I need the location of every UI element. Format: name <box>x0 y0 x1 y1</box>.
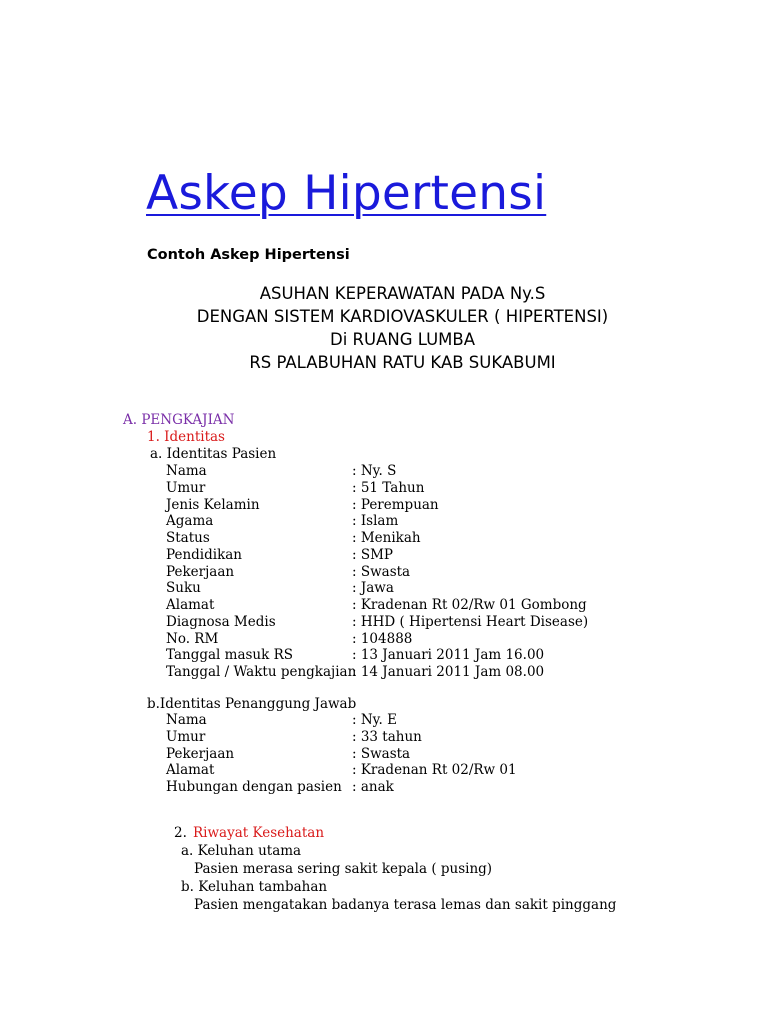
field-label: Pekerjaan <box>166 563 235 580</box>
identity-row <box>166 614 616 631</box>
identity-row <box>166 580 616 597</box>
field-label: Tanggal masuk RS <box>166 647 293 664</box>
field-label: Status <box>166 530 210 546</box>
identity-row <box>166 746 616 763</box>
field-value: : Swasta <box>352 563 411 580</box>
field-value: : HHD ( Hipertensi Heart Disease) <box>352 613 589 630</box>
field-label: Jenis Kelamin <box>166 496 260 513</box>
field-value: : Islam <box>352 513 399 530</box>
identity-row <box>166 547 616 564</box>
patient-identity-heading: a. Identitas Pasien <box>150 446 277 462</box>
field-label: Tanggal / Waktu pengkajian <box>166 664 357 680</box>
item-1-heading: 1. Identitas <box>147 429 225 445</box>
field-label: Alamat <box>166 597 215 613</box>
identity-row <box>166 729 616 746</box>
field-value: : Perempuan <box>352 496 439 513</box>
field-value: : Swasta <box>352 745 411 762</box>
field-label: Hubungan dengan pasien <box>166 779 342 796</box>
field-value: : 104888 <box>352 630 413 647</box>
identity-row <box>166 597 616 614</box>
field-value: : Kradenan Rt 02/Rw 01 <box>352 762 517 779</box>
additional-complaint-text: Pasien mengatakan badanya terasa lemas dan sakit pinggang <box>194 897 617 913</box>
field-label: Pendidikan <box>166 546 243 563</box>
heading-line: ASUHAN KEPERAWATAN PADA Ny.S <box>259 284 546 303</box>
identity-row <box>166 647 616 664</box>
field-label: Pekerjaan <box>166 745 235 762</box>
field-value: : SMP <box>352 546 393 563</box>
field-value: : 14 Januari 2011 Jam 08.00 <box>352 664 545 680</box>
identity-row <box>166 762 616 779</box>
field-value: : Ny. S <box>352 463 397 479</box>
field-value: : 51 Tahun <box>352 479 425 496</box>
identity-row <box>166 779 616 796</box>
identity-row <box>166 530 616 547</box>
identity-row <box>166 631 616 648</box>
field-label: Suku <box>166 580 201 597</box>
field-value: : Ny. E <box>352 712 397 728</box>
identity-row <box>166 463 616 480</box>
main-complaint-text: Pasien merasa sering sakit kepala ( pusing) <box>194 861 493 877</box>
field-value: : Menikah <box>352 530 421 546</box>
heading-line: RS PALABUHAN RATU KAB SUKABUMI <box>249 353 556 372</box>
heading-line: Di RUANG LUMBA <box>329 330 476 349</box>
field-label: Alamat <box>166 762 215 779</box>
document-title[interactable]: Askep Hipertensi <box>146 166 547 221</box>
field-label: Nama <box>166 463 207 479</box>
field-label: Nama <box>166 712 207 728</box>
heading-line: DENGAN SISTEM KARDIOVASKULER ( HIPERTENSI) <box>196 307 609 326</box>
identity-row <box>166 664 616 681</box>
identity-row <box>166 497 616 514</box>
field-value: : Jawa <box>352 580 394 597</box>
field-label: Diagnosa Medis <box>166 613 276 630</box>
field-label: Agama <box>166 513 214 530</box>
guardian-identity-heading: b.Identitas Penanggung Jawab <box>147 696 357 712</box>
main-complaint-heading: a. Keluhan utama <box>181 843 302 859</box>
field-value: : 13 Januari 2011 Jam 16.00 <box>352 647 545 664</box>
item-2-heading: Riwayat Kesehatan <box>193 825 325 841</box>
field-label: Umur <box>166 728 206 745</box>
field-value: : 33 tahun <box>352 728 422 745</box>
report-heading <box>150 282 655 374</box>
item-2-number: 2. <box>174 825 187 841</box>
identity-row <box>166 480 616 497</box>
identity-row <box>166 513 616 530</box>
field-value: : anak <box>352 779 394 796</box>
additional-complaint-heading: b. Keluhan tambahan <box>181 879 328 895</box>
field-value: : Kradenan Rt 02/Rw 01 Gombong <box>352 597 587 613</box>
identity-row <box>166 564 616 581</box>
identity-row <box>166 712 616 729</box>
document-subtitle: Contoh Askep Hipertensi <box>147 247 350 263</box>
field-label: No. RM <box>166 630 219 647</box>
field-label: Umur <box>166 479 206 496</box>
section-a-heading: A. PENGKAJIAN <box>123 412 235 428</box>
